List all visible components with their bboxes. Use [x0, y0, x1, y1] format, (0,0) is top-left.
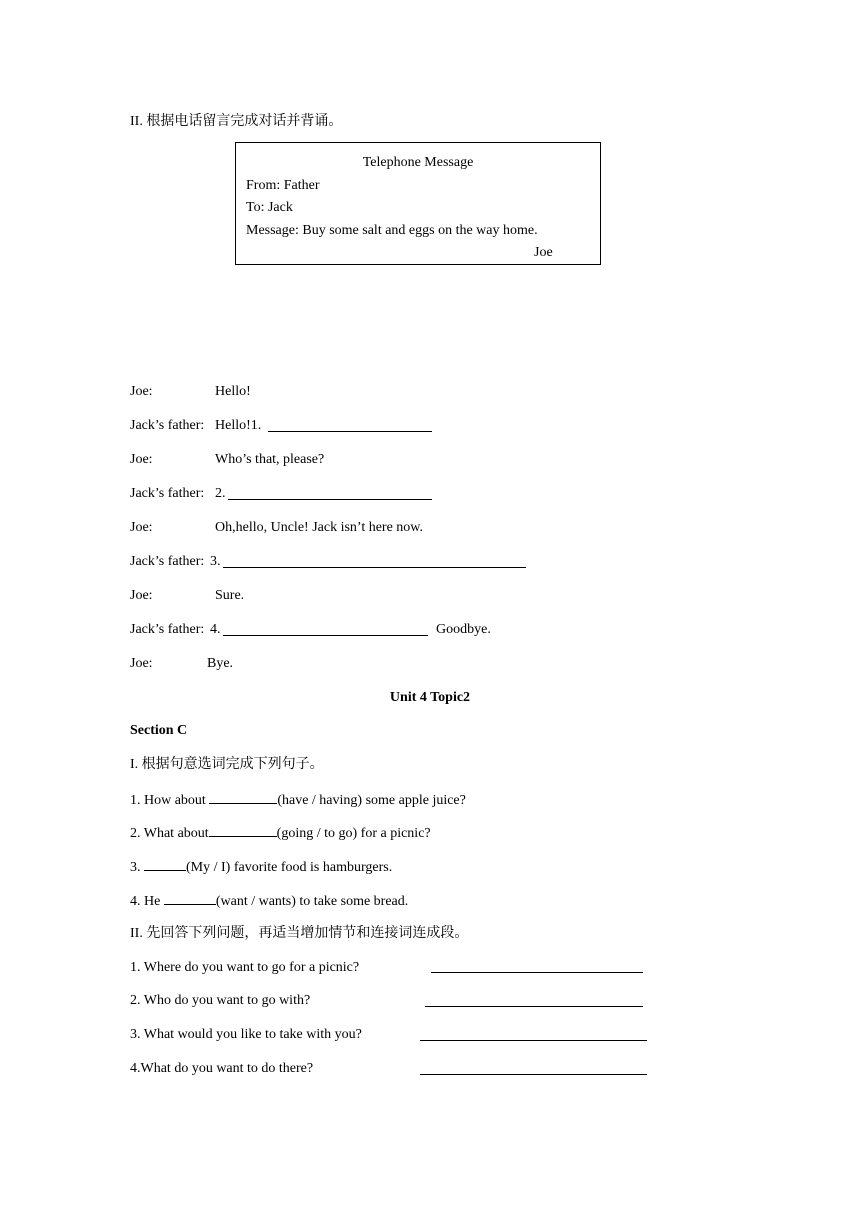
question: 4.What do you want to do there? — [130, 1061, 314, 1076]
section-heading: II. 根据电话留言完成对话并背诵。 — [130, 114, 343, 129]
question: 2. Who do you want to go with? — [130, 993, 311, 1008]
answer-blank[interactable] — [268, 431, 432, 432]
dialogue-speaker: Joe: — [130, 452, 153, 467]
item-prefix: 4. He — [130, 894, 164, 909]
dialogue-speaker: Joe: — [130, 588, 153, 603]
answer-blank[interactable] — [144, 858, 186, 871]
part1-heading: I. 根据句意选词完成下列句子。 — [130, 757, 324, 772]
unit-title: Unit 4 Topic2 — [389, 690, 471, 705]
answer-blank[interactable] — [223, 567, 526, 568]
answer-blank[interactable] — [164, 892, 216, 905]
part2-heading: II. 先回答下列问题，再适当增加情节和连接词连成段。 — [130, 926, 469, 941]
item-suffix: (My / I) favorite food is hamburgers. — [186, 860, 393, 875]
section-title: Section C — [130, 723, 188, 738]
answer-blank[interactable] — [223, 635, 428, 636]
message-to: To: Jack — [246, 200, 293, 215]
dialogue-line: Hello! — [215, 384, 251, 399]
message-title: Telephone Message — [362, 155, 474, 170]
item-suffix: (want / wants) to take some bread. — [215, 894, 409, 909]
dialogue-speaker: Joe: — [130, 656, 153, 671]
dialogue-line: Who’s that, please? — [215, 452, 325, 467]
dialogue-line: 2. — [215, 486, 226, 501]
dialogue-suffix: Goodbye. — [436, 622, 491, 637]
message-signature: Joe — [534, 245, 553, 260]
dialogue-speaker: Joe: — [130, 520, 153, 535]
item-prefix: 1. How about — [130, 793, 210, 808]
dialogue-line: 4. — [210, 622, 221, 637]
message-from: From: Father — [246, 178, 320, 193]
item-prefix: 2. What about — [130, 826, 209, 841]
dialogue-speaker: Joe: — [130, 384, 153, 399]
answer-blank[interactable] — [209, 791, 277, 804]
answer-line[interactable] — [420, 1074, 647, 1075]
dialogue-speaker: Jack’s father: — [130, 418, 205, 433]
answer-blank[interactable] — [209, 824, 277, 837]
dialogue-speaker: Jack’s father: — [130, 554, 205, 569]
answer-line[interactable] — [425, 1006, 643, 1007]
answer-line[interactable] — [431, 972, 643, 973]
question: 3. What would you like to take with you? — [130, 1027, 362, 1042]
answer-blank[interactable] — [228, 499, 432, 500]
dialogue-speaker: Jack’s father: — [130, 622, 205, 637]
exercise-item — [130, 892, 408, 910]
message-body: Message: Buy some salt and eggs on the way home. — [246, 223, 538, 238]
dialogue-line: Sure. — [215, 588, 245, 603]
answer-line[interactable] — [420, 1040, 647, 1041]
dialogue-line: Hello!1. — [215, 418, 262, 433]
question: 1. Where do you want to go for a picnic? — [130, 960, 360, 975]
exercise-item — [130, 858, 392, 876]
dialogue-line: Oh,hello, Uncle! Jack isn’t here now. — [215, 520, 423, 535]
exercise-item — [130, 824, 431, 842]
dialogue-speaker: Jack’s father: — [130, 486, 205, 501]
dialogue-line: 3. — [210, 554, 221, 569]
item-suffix: (have / having) some apple juice? — [277, 793, 466, 808]
item-suffix: (going / to go) for a picnic? — [276, 826, 431, 841]
telephone-message-box — [235, 142, 601, 265]
item-prefix: 3. — [130, 860, 144, 875]
exercise-item — [130, 791, 466, 809]
dialogue-line: Bye. — [207, 656, 234, 671]
